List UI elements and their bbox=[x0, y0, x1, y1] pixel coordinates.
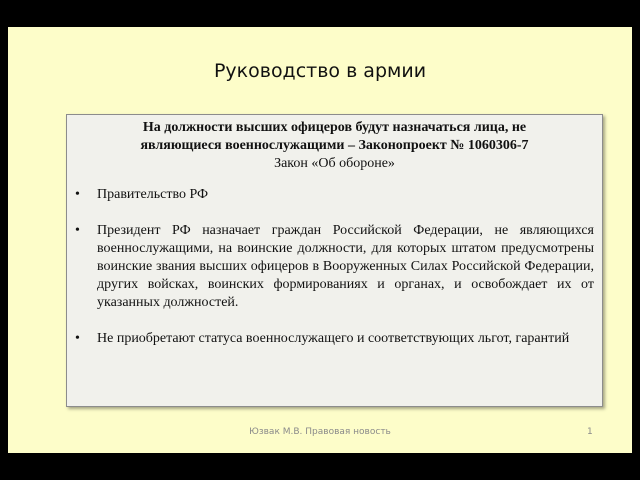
bullet-list bbox=[75, 186, 594, 348]
heading-line-1: На должности высших офицеров будут назначаться лица, не bbox=[142, 120, 527, 135]
bullet-icon: • bbox=[75, 187, 80, 202]
bullet-icon: • bbox=[75, 331, 80, 346]
bullet-text: Президент РФ назначает граждан Российской Федерации, не являющихся военнослужащими, на воинские должности, для которых штатом предусмотрены воинские звания высших офицеров в Вооруженных Силах Российской Федерации, других войсках, воинских формированиях и органах, и освобождает их от указанных должностей. bbox=[97, 223, 594, 310]
list-item bbox=[75, 222, 594, 312]
slide bbox=[8, 27, 632, 453]
law-name: Закон «Об обороне» bbox=[274, 156, 395, 171]
footer-text: Юзвак М.В. Правовая новость bbox=[249, 427, 391, 437]
heading-line-2: являющиеся военнослужащими – Законопроект № 1060306-7 bbox=[140, 138, 529, 153]
bullet-text: Правительство РФ bbox=[97, 187, 209, 202]
content-box bbox=[66, 114, 603, 407]
slide-title: Руководство в армии bbox=[213, 60, 427, 82]
list-item bbox=[75, 186, 594, 204]
page-number: 1 bbox=[587, 427, 593, 437]
list-item bbox=[75, 330, 594, 348]
bullet-icon: • bbox=[75, 223, 80, 238]
heading-block bbox=[75, 119, 594, 173]
bullet-text: Не приобретают статуса военнослужащего и соответствующих льгот, гарантий bbox=[97, 331, 570, 346]
